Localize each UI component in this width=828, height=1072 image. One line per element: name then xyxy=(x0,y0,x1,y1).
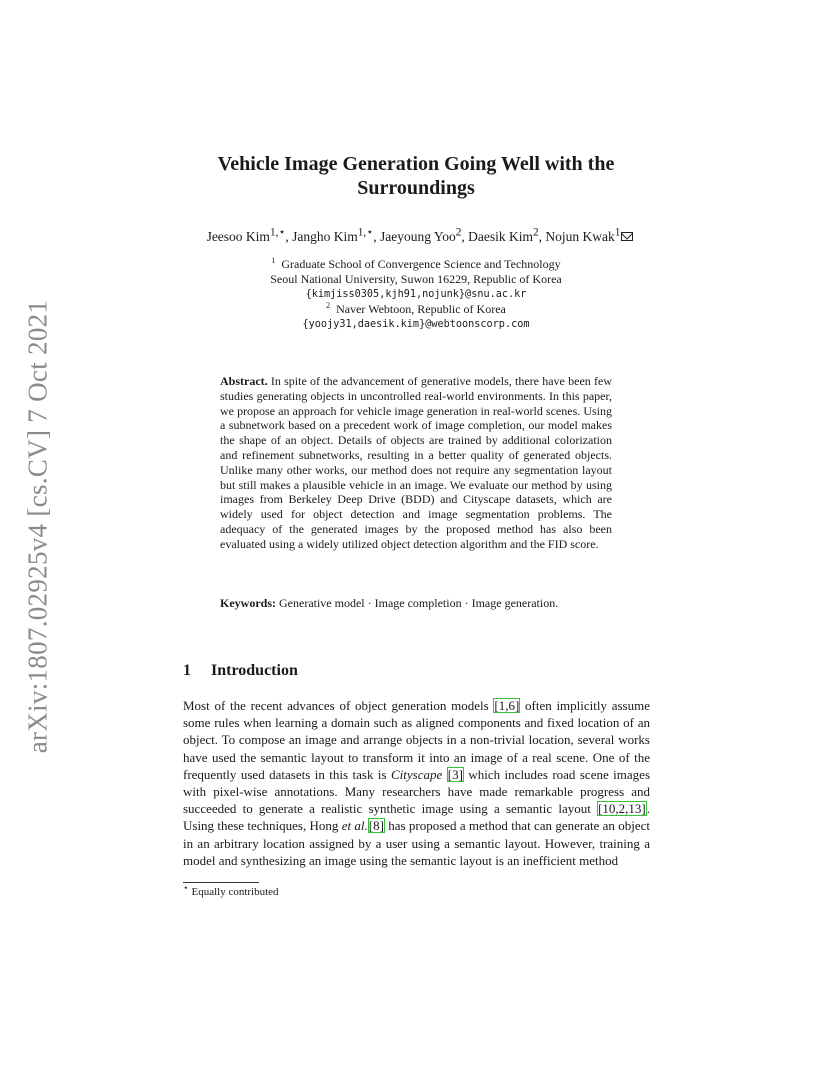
affiliations-block xyxy=(200,257,632,332)
intro-text: . Using these techniques, Hong xyxy=(183,801,650,834)
arxiv-identifier-text: arXiv:1807.02925v4 [cs.CV] 7 Oct 2021 xyxy=(22,299,53,753)
intro-italic: Cityscape xyxy=(391,766,443,782)
introduction-paragraph xyxy=(183,697,650,869)
abstract-text: In spite of the advancement of generative models, there have been few studies generating objects in uncontrolled real-world environments. In this paper, we propose an approach for vehicle image generation in real-world scenes. Using a subnetwork based on a precedent work of image completion, our model makes the shape of an object. Details of objects are trained by additional colorization and refinement subnetworks, resulting in a better quality of generated objects. Unlike many other works, our method does not require any segmentation layout but still makes a plausible vehicle in an image. We evaluate our method by using images from Berkeley Deep Drive (BDD) and Cityscape datasets, which are widely used for object detection and image segmentation problems. The adequacy of the generated images by the proposed method has also been evaluated using a widely utilized object detection algorithm and the FID score. xyxy=(220,374,612,551)
footnote-text: Equally contributed xyxy=(191,886,279,898)
affiliation-text: Graduate School of Convergence Science and Technology xyxy=(281,257,561,271)
author-name: Daesik Kim xyxy=(468,229,534,244)
author-name: Jeesoo Kim xyxy=(206,229,270,244)
title-line-2: Surroundings xyxy=(357,177,475,199)
abstract xyxy=(220,374,612,552)
author-name: Jangho Kim xyxy=(292,229,358,244)
affiliation-1-email: {kimjiss0305,kjh91,nojunk}@snu.ac.kr xyxy=(305,289,527,300)
footnote-rule xyxy=(183,882,259,883)
author-affil-mark: 1,⋆ xyxy=(357,226,374,239)
affiliation-2-line-1 xyxy=(200,302,632,317)
paper-title xyxy=(160,152,672,200)
footnote-mark: ⋆ xyxy=(183,882,189,893)
affiliation-2-email: {yoojy31,daesik.kim}@webtoonscorp.com xyxy=(302,319,530,330)
citation-link[interactable]: [3] xyxy=(447,766,463,782)
affiliation-mark: 2 xyxy=(326,301,331,310)
section-number: 1 xyxy=(183,662,191,679)
intro-italic: et al. xyxy=(341,818,368,834)
footnote xyxy=(183,882,279,898)
intro-text: which includes road scene images with pixel-wise annotations. Many researchers have made remarkable progress and succeeded to generate a realistic synthetic image using a semantic layout xyxy=(183,766,651,817)
envelope-icon xyxy=(621,232,633,241)
affiliation-1-line-1 xyxy=(200,257,632,272)
affiliation-mark: 1 xyxy=(271,256,276,265)
author-name: Jaeyoung Yoo xyxy=(380,229,456,244)
author-affil-mark: 1,⋆ xyxy=(269,226,286,239)
keywords xyxy=(220,596,612,611)
citation-link[interactable]: [10,2,13] xyxy=(598,801,646,817)
section-title: Introduction xyxy=(211,662,298,679)
author-name: Nojun Kwak xyxy=(545,229,615,244)
arxiv-identifier-stamp xyxy=(18,296,58,756)
abstract-label: Abstract. xyxy=(220,374,268,388)
intro-text: has proposed a method that can generate an object in an arbitrary location assigned by a user using a semantic layout. However, training a model and synthesizing an image using the semantic layout is an inefficient method xyxy=(183,818,650,868)
keywords-label: Keywords: xyxy=(220,596,276,610)
author-affil-mark: 1 xyxy=(614,226,621,239)
author-list: Jeesoo Kim$^{1,⋆}$, Jangho Kim$^{1,⋆}$, Jaeyoung Yoo$^2$, Daesik Kim$^2$, Nojun Kwak$^1$ xyxy=(140,229,700,245)
intro-text: Most of the recent advances of object generation models xyxy=(183,698,494,713)
keywords-text: Generative model · Image completion · Image generation. xyxy=(279,596,559,610)
affiliation-1-line-2: Seoul National University, Suwon 16229, Republic of Korea xyxy=(270,272,562,286)
author-affil-mark: 2 xyxy=(533,226,539,239)
citation-link[interactable]: [8] xyxy=(368,818,384,834)
intro-text: often implicitly assume some rules when learning a domain such as aligned components and fixed location of an object. To compose an image and arrange objects in a non-trivial location, several works have used the semantic layout to transform it into an image of a real scene. One of the frequently used datasets in this task is xyxy=(183,698,650,782)
section-heading xyxy=(183,662,298,680)
affiliation-text: Naver Webtoon, Republic of Korea xyxy=(336,302,506,316)
citation-link[interactable]: [1,6] xyxy=(494,698,520,713)
title-line-1: Vehicle Image Generation Going Well with the xyxy=(217,153,615,175)
author-affil-mark: 2 xyxy=(455,226,462,239)
